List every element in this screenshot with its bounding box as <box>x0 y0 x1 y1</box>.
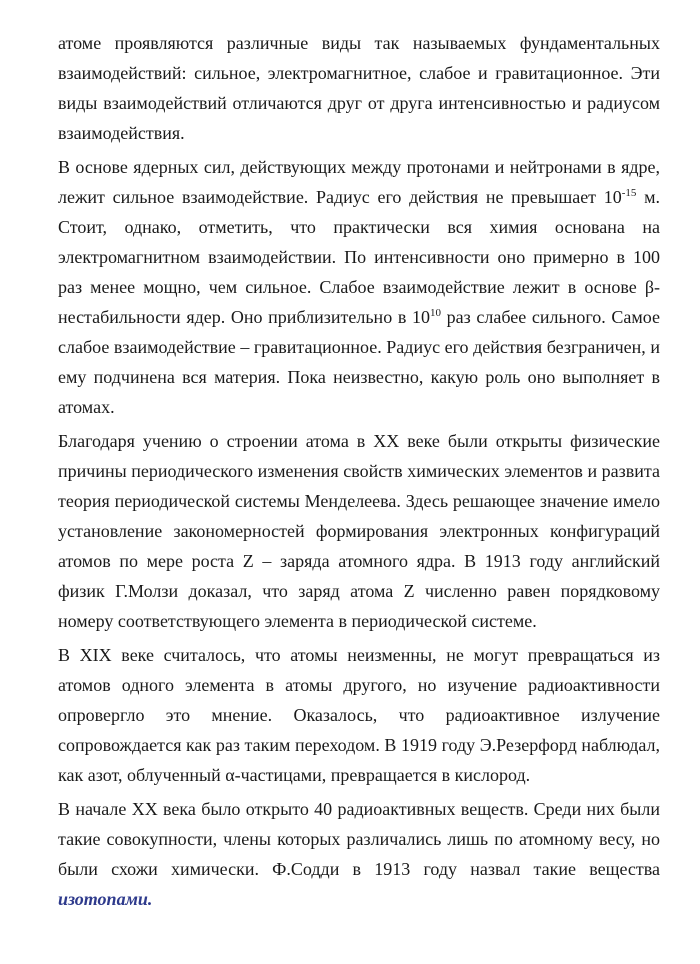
exponent-minus-15: -15 <box>621 187 637 199</box>
document-page <box>58 28 660 918</box>
paragraph-2-part-c: раз слабее сильного. Самое слабое взаимодействие – гравитационное. Радиус его действия безграничен, и ему подчинена вся материя. Пока неизвестно, какую роль оно выполняет в атомах. <box>58 307 660 417</box>
paragraph-3: Благодаря учению о строении атома в XX веке были открыты физические причины периодического изменения свойств химических элементов и развита теория периодической системы Менделеева. Здесь решающее значение имело установление закономерностей формирования электронных конфигураций атомов по мере роста Z – заряда атомного ядра. В 1913 году английский физик Г.Молзи доказал, что заряд атома Z численно равен порядковому номеру соответствующего элемента в периодической системе. <box>58 431 660 631</box>
paragraph-2 <box>58 152 660 422</box>
paragraph-1: атоме проявляются различные виды так называемых фундаментальных взаимодействий: сильное, электромагнитное, слабое и гравитационное. Эти виды взаимодействий отличаются друг от друга интенсивностью и радиусом взаимодействия. <box>58 33 660 143</box>
paragraph-4: В XIX веке считалось, что атомы неизменны, не могут превращаться из атомов одного элемента в атомы другого, но изучение радиоактивности опровергло это мнение. Оказалось, что радиоактивное излучение сопровождается как раз таким переходом. В 1919 году Э.Резерфорд наблюдал, как азот, облученный α-частицами, превращается в кислород. <box>58 645 660 785</box>
isotopes-term: изотопами. <box>58 889 153 909</box>
paragraph-2-part-b: м. Стоит, однако, отметить, что практически вся химия основана на электромагнитном взаимодействии. По интенсивности оно примерно в 100 раз менее мощно, чем сильное. Слабое взаимодействие лежит в основе β-нестабильности ядер. Оно приблизительно в 10 <box>58 187 661 327</box>
paragraph-5 <box>58 794 660 914</box>
paragraph-5-text: В начале XX века было открыто 40 радиоактивных веществ. Среди них были такие совокупности, члены которых различались лишь по атомному весу, но были схожи химически. Ф.Содди в 1913 году назвал такие вещества <box>58 799 660 879</box>
exponent-10: 10 <box>429 307 441 319</box>
paragraph-2-part-a: В основе ядерных сил, действующих между протонами и нейтронами в ядре, лежит сильное взаимодействие. Радиус его действия не превышает 10 <box>58 157 660 207</box>
